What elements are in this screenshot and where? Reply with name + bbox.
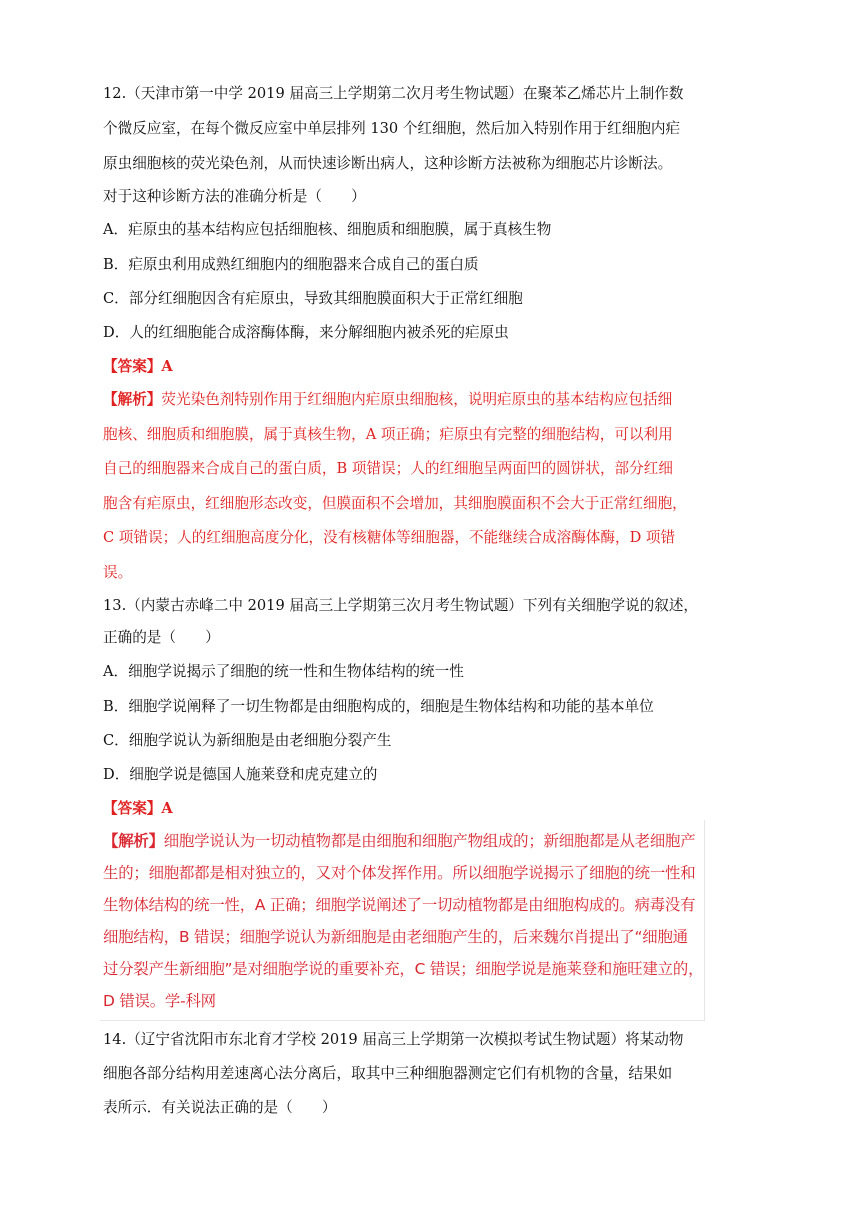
q12-explanation-line-6: 误。 — [103, 564, 133, 581]
q12-option-b: B．疟原虫利用成熟红细胞内的细胞器来合成自己的蛋白质 — [103, 256, 479, 273]
q13-explanation-line-6: D 错误。学-科网 — [103, 992, 216, 1010]
q12-answer: 【答案】A — [103, 358, 173, 375]
q14-stem-line-3: 表所示．有关说法正确的是（ ） — [103, 1099, 337, 1116]
q13-explanation-line-5: 过分裂产生新细胞”是对细胞学说的重要补充，C 错误；细胞学说是施莱登和施旺建立的， — [103, 960, 704, 978]
q13-option-a: A．细胞学说揭示了细胞的统一性和生物体结构的统一性 — [103, 663, 464, 680]
q12-explanation-line-3: 自己的细胞器来合成自己的蛋白质，B 项错误；人的红细胞呈两面凹的圆饼状，部分红细 — [103, 460, 673, 477]
q12-explanation-line-4: 胞含有疟原虫，红细胞形态改变，但膜面积不会增加，其细胞膜面积不会大于正常红细胞， — [103, 495, 687, 512]
q12-explanation-line-5: C 项错误；人的红细胞高度分化，没有核糖体等细胞器，不能继续合成溶酶体酶，D 项错 — [103, 529, 676, 546]
q13-explanation-line-1 — [103, 831, 763, 851]
q12-stem-line-2: 个微反应室，在每个微反应室中单层排列 130 个红细胞，然后加入特别作用于红细胞内疟 — [103, 120, 681, 137]
q14-stem-line-2: 细胞各部分结构用差速离心法分离后，取其中三种细胞器测定它们有机物的含量，结果如 — [103, 1065, 673, 1082]
q12-stem-line-4: 对于这种诊断方法的准确分析是（ ） — [103, 188, 366, 205]
q13-stem-line-2: 正确的是（ ） — [103, 629, 220, 646]
q13-explanation-tag: 【解析】 — [103, 832, 164, 850]
q13-option-b: B．细胞学说阐释了一切生物都是由细胞构成的，细胞是生物体结构和功能的基本单位 — [103, 698, 654, 715]
q12-explanation-line-1 — [103, 390, 763, 410]
q13-explanation-line-3: 生物体结构的统一性，A 正确；细胞学说阐述了一切动植物都是由细胞构成的。病毒没有 — [103, 896, 696, 914]
q12-explanation-tag: 【解析】 — [103, 391, 162, 408]
q12-stem-line-3: 原虫细胞核的荧光染色剂，从而快速诊断出病人，这种诊断方法被称为细胞芯片诊断法。 — [103, 155, 673, 172]
q14-stem-line-1: 14.（辽宁省沈阳市东北育才学校 2019 届高三上学期第一次模拟考试生物试题）将某动物 — [103, 1031, 684, 1048]
q13-answer: 【答案】A — [103, 800, 173, 817]
q13-option-d: D．细胞学说是德国人施莱登和虎克建立的 — [103, 766, 378, 783]
q12-option-c: C．部分红细胞因含有疟原虫，导致其细胞膜面积大于正常红细胞 — [103, 290, 523, 307]
q12-option-a: A．疟原虫的基本结构应包括细胞核、细胞质和细胞膜，属于真核生物 — [103, 221, 552, 238]
q13-option-c: C．细胞学说认为新细胞是由老细胞分裂产生 — [103, 732, 392, 749]
q12-explanation-line-2: 胞核、细胞质和细胞膜，属于真核生物，A 项正确；疟原虫有完整的细胞结构，可以利用 — [103, 426, 673, 443]
q12-option-d: D．人的红细胞能合成溶酶体酶，来分解细胞内被杀死的疟原虫 — [103, 324, 509, 341]
q13-explanation-line-4: 细胞结构，B 错误；细胞学说认为新细胞是由老细胞产生的，后来魏尔肖提出了“细胞通 — [103, 928, 688, 946]
q13-explanation-text-1: 细胞学说认为一切动植物都是由细胞和细胞产物组成的；新细胞都是从老细胞产 — [163, 832, 696, 850]
q13-stem-line-1: 13.（内蒙古赤峰二中 2019 届高三上学期第三次月考生物试题）下列有关细胞学说的叙述， — [103, 597, 699, 614]
q12-stem-line-1: 12.（天津市第一中学 2019 届高三上学期第二次月考生物试题）在聚苯乙烯芯片上制作数 — [103, 85, 684, 102]
q13-explanation-line-2: 生的；细胞都都是相对独立的，又对个体发挥作用。所以细胞学说揭示了细胞的统一性和 — [103, 864, 696, 882]
q12-explanation-text-1: 荧光染色剂特别作用于红细胞内疟原虫细胞核，说明疟原虫的基本结构应包括细 — [161, 391, 673, 408]
